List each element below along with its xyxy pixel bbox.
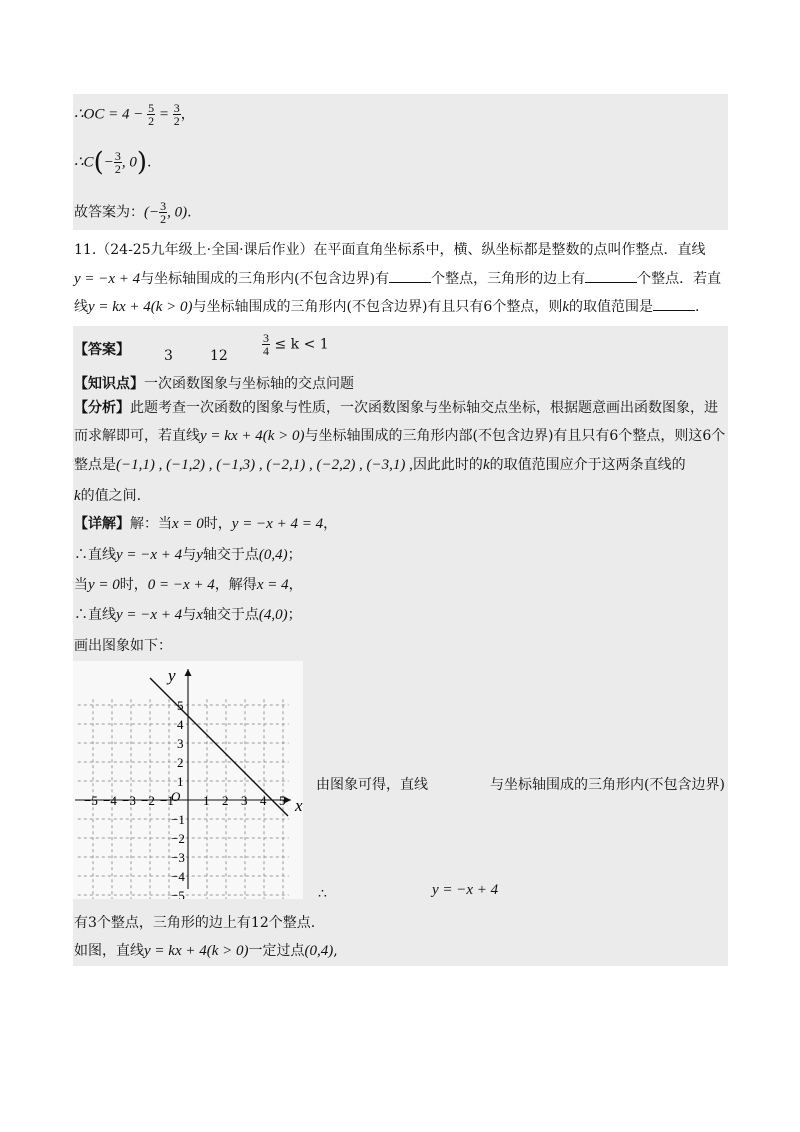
y-tick-label: −2 bbox=[171, 831, 185, 846]
x-tick-label: 1 bbox=[203, 793, 210, 808]
coordinate-graph bbox=[73, 661, 303, 899]
analysis-line-2: 而求解即可，若直线y = kx + 4(k > 0)与坐标轴围成的三角形内部(不包含边界)有且只有6个整点，则这6个 bbox=[74, 428, 726, 444]
x-tick-label: 3 bbox=[241, 793, 248, 808]
x-tick-label: −4 bbox=[103, 793, 117, 808]
x-tick-label: −3 bbox=[122, 793, 136, 808]
y-tick-label: −1 bbox=[171, 812, 185, 827]
x-tick-label: −1 bbox=[160, 793, 174, 808]
detail-line-3: 当y = 0时，0 = −x + 4，解得x = 4， bbox=[74, 577, 303, 593]
x-tick-label: 2 bbox=[222, 793, 229, 808]
x-tick-label: −5 bbox=[84, 793, 98, 808]
conclusion-line-2: 如图，直线y = kx + 4(k > 0)一定过点(0,4), bbox=[74, 943, 338, 959]
analysis-line-1: 【分析】此题考查一次函数的图象与性质，一次函数图象与坐标轴交点坐标，根据题意画出函数图象，进 bbox=[74, 400, 718, 416]
y-tick-label: 2 bbox=[177, 755, 184, 770]
analysis-line-4: k的值之间. bbox=[74, 488, 142, 504]
conclusion-line-1: 有3个整点，三角形的边上有12个整点. bbox=[74, 915, 316, 931]
y-tick-label: −3 bbox=[171, 850, 185, 865]
y-tick-label: 4 bbox=[177, 717, 184, 732]
answer-3: $\frac{3}{4}$ ≤ k < 1 bbox=[263, 331, 329, 358]
y-tick-label: −5 bbox=[171, 888, 185, 899]
answer-2: 12 bbox=[210, 348, 228, 364]
therefore-symbol: ∴ bbox=[318, 886, 327, 902]
y-axis-label: y bbox=[168, 666, 176, 685]
question-line-1: 11.（24-25九年级上·全国·课后作业）在平面直角坐标系中，横、纵坐标都是整数的点叫作整点．直线 bbox=[74, 242, 706, 258]
y-tick-label: 5 bbox=[177, 698, 184, 713]
y-tick-label: −4 bbox=[171, 869, 185, 884]
graph-svg bbox=[73, 661, 303, 899]
solution-line-oc: ∴OC = 4 − $\frac{5}{2}$ = $\frac{3}{2}$ ， bbox=[74, 101, 195, 128]
analysis-line-3: 整点是(−1,1) , (−1,2) , (−1,3) , (−2,1) , (−2,2) , (−3,1) ,因此此时的k的取值范围应介于这两条直线的 bbox=[74, 457, 686, 473]
detail-line-2: ∴直线y = −x + 4与y轴交于点(0,4)； bbox=[74, 547, 302, 563]
origin-label: O bbox=[171, 789, 181, 804]
graph-side-text: 由图象可得，直线 与坐标轴围成的三角形内(不包含边界) bbox=[316, 777, 725, 793]
question-line-2: y = −x + 4与坐标轴围成的三角形内(不包含边界)有 个整点，三角形的边上有 个整点．若直 bbox=[74, 268, 721, 289]
x-axis-label: x bbox=[295, 796, 303, 815]
answer-line: 【答案】 bbox=[74, 342, 130, 358]
x-tick-label: −2 bbox=[141, 793, 155, 808]
y-axis-arrow bbox=[185, 669, 192, 676]
x-tick-label: 4 bbox=[260, 793, 267, 808]
detail-line-5: 画出图象如下： bbox=[74, 638, 172, 654]
graph-equation: y = −x + 4 bbox=[432, 882, 499, 898]
knowledge-line: 【知识点】一次函数图象与坐标轴的交点问题 bbox=[74, 376, 354, 392]
detail-line-1: 【详解】解：当x = 0时，y = −x + 4 = 4， bbox=[74, 516, 338, 532]
answer-1: 3 bbox=[164, 348, 173, 364]
x-tick-label: 5 bbox=[279, 793, 286, 808]
detail-line-4: ∴直线y = −x + 4与x轴交于点(4,0)； bbox=[74, 607, 302, 623]
y-tick-label: 1 bbox=[177, 774, 184, 789]
solution-line-c: ∴C(− $\frac{3}{2}$ , 0). bbox=[74, 147, 152, 178]
y-tick-label: 3 bbox=[177, 736, 184, 751]
question-line-3: 线y = kx + 4(k > 0)与坐标轴围成的三角形内(不包含边界)有且只有6个整点，则k的取值范围是 . bbox=[74, 296, 699, 317]
solution-answer-line: 故答案为：(− $\frac{3}{2}$ , 0). bbox=[74, 199, 192, 226]
